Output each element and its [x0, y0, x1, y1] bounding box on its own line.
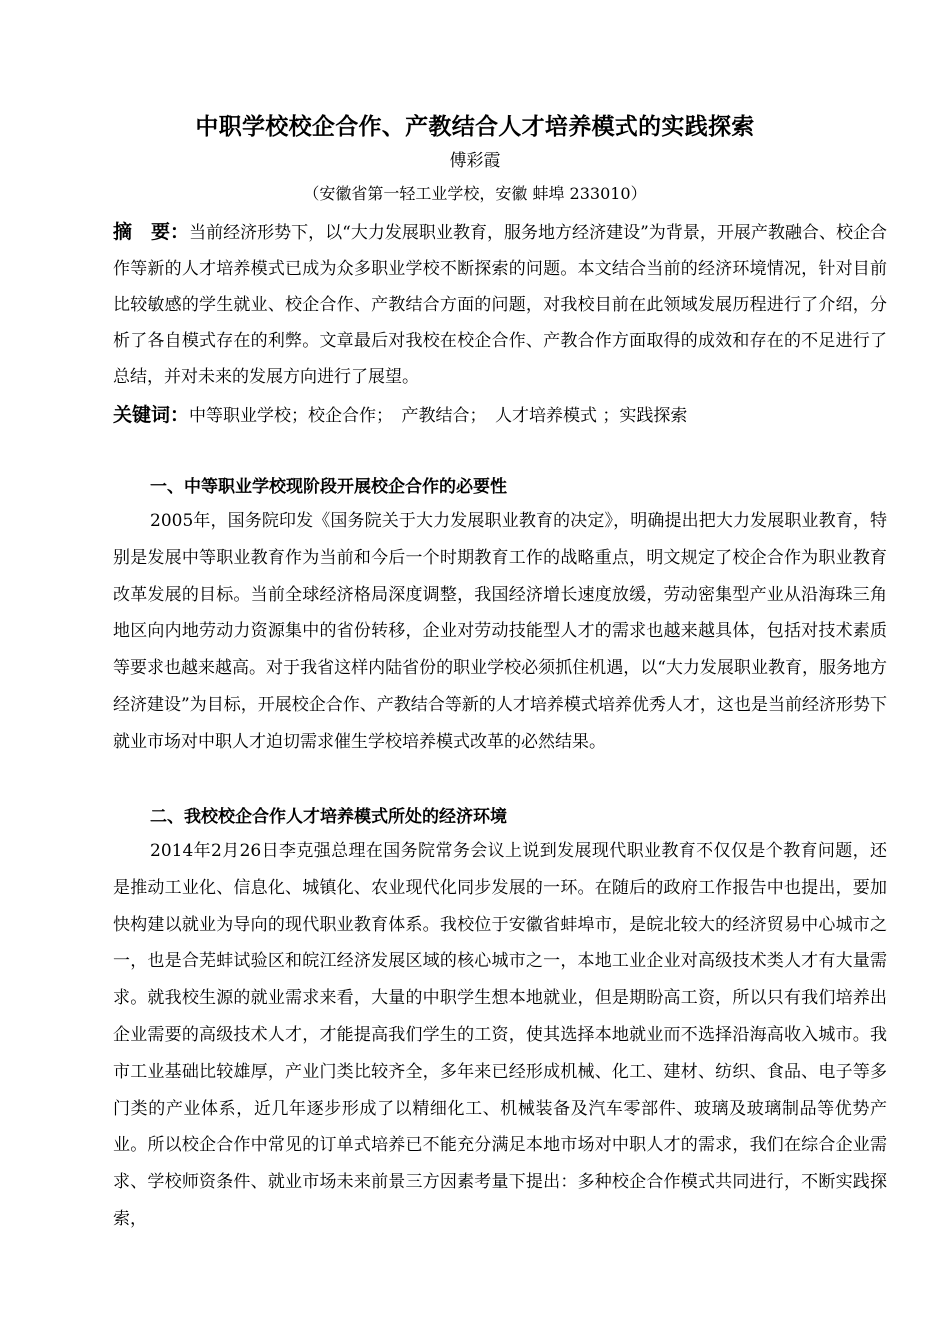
abstract-text: 当前经济形势下，以“大力发展职业教育，服务地方经济建设”为背景，开展产教融合、校企合作等新的人才培养模式已成为众多职业学校不断探索的问题。本文结合当前的经济环境情况，针对目前比较敏感的学生就业、校企合作、产教结合方面的问题，对我校目前在此领域发展历程进行了介绍，分析了各自模式存在的利弊。文章最后对我校在校企合作、产教合作方面取得的成效和存在的不足进行了总结，并对未来的发展方向进行了展望。: [113, 223, 887, 387]
abstract-block: [113, 214, 887, 395]
section-paragraph-1: 2005年，国务院印发《国务院关于大力发展职业教育的决定》，明确提出把大力发展职业教育，特别是发展中等职业教育作为当前和今后一个时期教育工作的战略重点，明文规定了校企合作为职业教育改革发展的目标。当前全球经济格局深度调整，我国经济增长速度放缓，劳动密集型产业从沿海珠三角地区向内地劳动力资源集中的省份转移，企业对劳动技能型人才的需求也越来越具体，包括对技术素质等要求也越来越高。对于我省这样内陆省份的职业学校必须抓住机遇，以“大力发展职业教育，服务地方经济建设”为目标，开展校企合作、产教结合等新的人才培养模式培养优秀人才，这也是当前经济形势下就业市场对中职人才迫切需求催生学校培养模式改革的必然结果。: [113, 511, 887, 752]
author-affiliation: （安徽省第一轻工业学校，安徽 蚌埠 233010）: [303, 184, 647, 203]
author-name: 傅彩霞: [449, 151, 501, 171]
section-heading-2: 二、我校校企合作人才培养模式所处的经济环境: [150, 807, 507, 827]
section-paragraph-2: 2014年2月26日李克强总理在国务院常务会议上说到发展现代职业教育不仅仅是个教育问题，还是推动工业化、信息化、城镇化、农业现代化同步发展的一环。在随后的政府工作报告中也提出，要加快构建以就业为导向的现代职业教育体系。我校位于安徽省蚌埠市，是皖北较大的经济贸易中心城市之一，也是合芜蚌试验区和皖江经济发展区域的核心城市之一，本地工业企业对高级技术类人才有大量需求。就我校生源的就业需求来看，大量的中职学生想本地就业，但是期盼高工资，所以只有我们培养出企业需要的高级技术人才，才能提高我们学生的工资，使其选择本地就业而不选择沿海高收入城市。我市工业基础比较雄厚，产业门类比较齐全，多年来已经形成机械、化工、建材、纺织、食品、电子等多门类的产业体系，近几年逐步形成了以精细化工、机械装备及汽车零部件、玻璃及玻璃制品等优势产业。所以校企合作中常见的订单式培养已不能充分满足本地市场对中职人才的需求，我们在综合企业需求、学校师资条件、就业市场未来前景三方因素考量下提出：多种校企合作模式共同进行，不断实践探索，: [113, 841, 887, 1229]
keywords-label: 关键词：: [113, 404, 190, 426]
paper-title: 中职学校校企合作、产教结合人才培养模式的实践探索: [195, 114, 755, 140]
keywords-block: [113, 398, 887, 433]
abstract-label: 摘 要：: [113, 221, 190, 243]
section-heading-1: 一、中等职业学校现阶段开展校企合作的必要性: [150, 477, 507, 497]
keywords-text: 中等职业学校；校企合作； 产教结合； 人才培养模式 ；实践探索: [189, 406, 688, 426]
